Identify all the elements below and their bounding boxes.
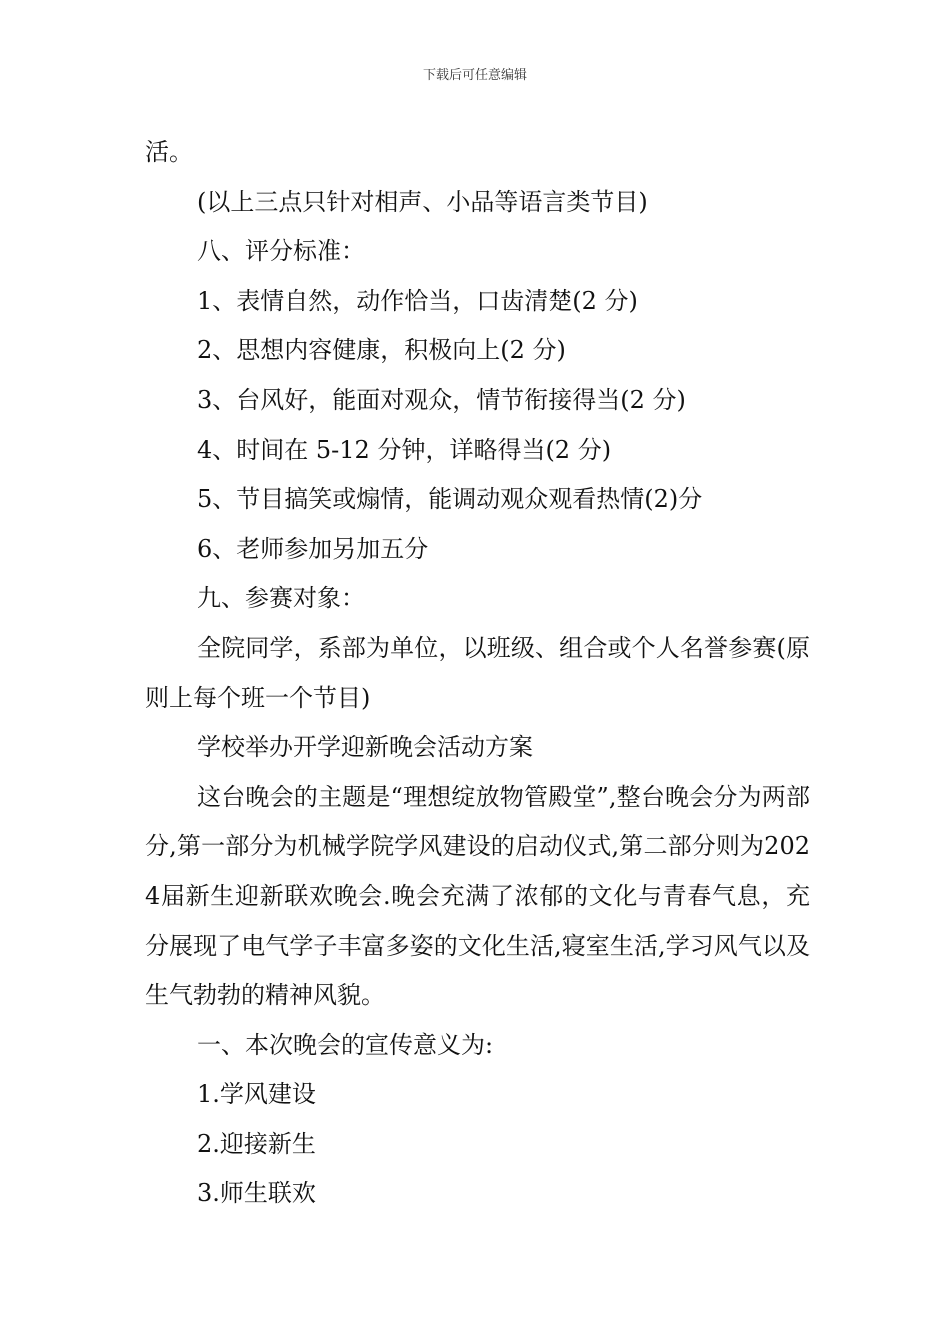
section-heading-participants: 九、参赛对象： [197,584,365,613]
significance-item-3: 3.师生联欢 [197,1179,316,1208]
participants-paragraph: 全院同学，系部为单位，以班级、组合或个人名誉参赛(原则上每个班一个节目) [145,633,810,712]
significance-item-2: 2.迎接新生 [197,1129,316,1158]
section-heading-scoring: 八、评分标准： [197,237,365,266]
scoring-item-3: 3、台风好，能面对观众，情节衔接得当(2 分) [197,385,686,414]
scoring-item-1: 1、表情自然，动作恰当，口齿清楚(2 分) [197,286,638,315]
section-heading-significance: 一、本次晚会的宣传意义为: [197,1030,494,1059]
document-body [145,128,810,1219]
scoring-item-4: 4、时间在 5-12 分钟，详略得当(2 分) [197,435,612,464]
theme-paragraph: 这台晚会的主题是“理想绽放物管殿堂”,整台晚会分为两部分,第一部分为机械学院学风建设的启动仪式,第二部分则为2024届新生迎新联欢晚会.晚会充满了浓郁的文化与青春气息，充分展现了电气学子丰富多姿的文化生活,寝室生活,学习风气以及生气勃勃的精神风貌。 [145,782,810,1010]
scoring-item-5: 5、节目搞笑或煽情，能调动观众观看热情(2)分 [197,485,703,514]
scoring-item-2: 2、思想内容健康，积极向上(2 分) [197,336,566,365]
significance-item-1: 1.学风建设 [197,1080,316,1109]
note-language-programs: (以上三点只针对相声、小品等语言类节目) [197,187,648,216]
plan-title: 学校举办开学迎新晚会活动方案 [197,733,533,762]
scoring-item-6: 6、老师参加另加五分 [197,534,429,563]
page-header-note: 下载后可任意编辑 [422,68,527,83]
paragraph-continuation: 活。 [145,138,193,166]
